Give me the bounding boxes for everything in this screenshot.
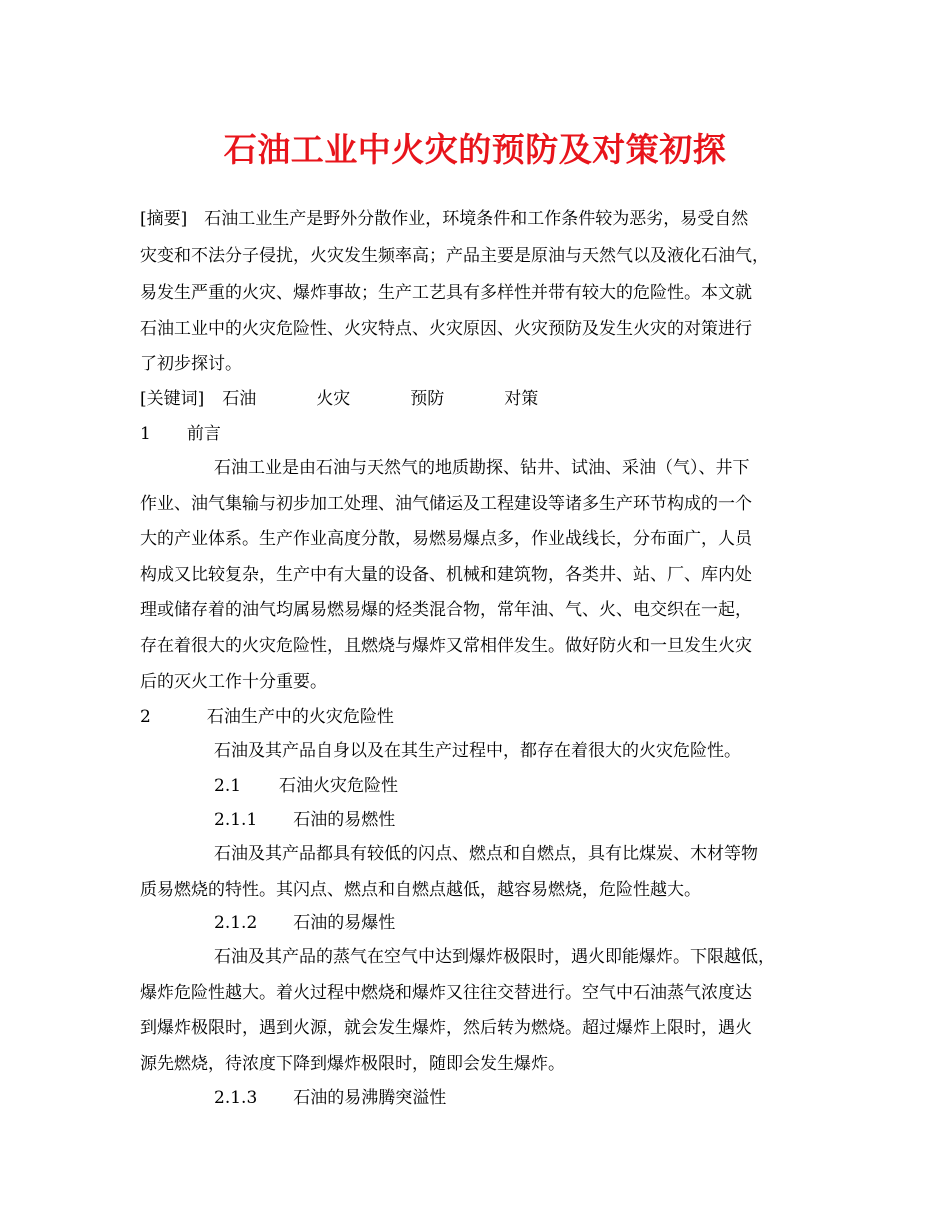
subsection-number: 2.1: [214, 776, 242, 796]
paragraph-line: 爆炸危险性越大。着火过程中燃烧和爆炸又往往交替进行。空气中石油蒸气浓度达: [140, 983, 752, 1003]
section-title: 前言: [186, 424, 221, 444]
abstract-line: [摘要] 石油工业生产是野外分散作业，环境条件和工作条件较为恶劣，易受自然: [140, 209, 749, 229]
keyword-item: 对策: [504, 389, 539, 409]
subsection-number: 2.1.1: [214, 810, 258, 830]
paragraph-line: 后的灭火工作十分重要。: [140, 672, 327, 692]
paragraph-line: 石油及其产品自身以及在其生产过程中，都存在着很大的火灾危险性。: [214, 741, 741, 761]
paragraph-line: 质易燃烧的特性。其闪点、燃点和自燃点越低，越容易燃烧，危险性越大。: [140, 880, 701, 900]
paragraph-line: 到爆炸极限时，遇到火源，就会发生爆炸，然后转为燃烧。超过爆炸上限时，遇火: [140, 1018, 752, 1038]
subsection-heading: [214, 1086, 446, 1110]
paragraph-line: 源先燃烧，待浓度下降到爆炸极限时，随即会发生爆炸。: [140, 1054, 565, 1074]
section-title: 石油生产中的火灾危险性: [206, 707, 394, 727]
paragraph-line: 作业、油气集输与初步加工处理、油气储运及工程建设等诸多生产环节构成的一个: [140, 494, 752, 514]
paragraph-line: 大的产业体系。生产作业高度分散，易燃易爆点多，作业战线长，分布面广，人员: [140, 529, 752, 549]
keyword-item: 火灾: [316, 389, 351, 409]
abstract-line: 石油工业中的火灾危险性、火灾特点、火灾原因、火灾预防及发生火灾的对策进行: [140, 319, 752, 339]
subsection-heading: [214, 911, 395, 935]
abstract-line: 灾变和不法分子侵扰，火灾发生频率高；产品主要是原油与天然气以及液化石油气，: [140, 246, 769, 266]
paragraph-line: 石油及其产品都具有较低的闪点、燃点和自燃点，具有比煤炭、木材等物: [214, 844, 758, 864]
section-number: 2: [140, 707, 151, 727]
keyword-item: 石油: [222, 389, 257, 409]
keywords-label: [关键词]: [140, 389, 205, 409]
subsection-heading: [214, 808, 395, 832]
abstract-line: 易发生严重的火灾、爆炸事故；生产工艺具有多样性并带有较大的危险性。本文就: [140, 283, 752, 303]
subsection-title: 石油的易沸腾突溢性: [293, 1088, 447, 1108]
document-title: 石油工业中火灾的预防及对策初探: [223, 130, 727, 169]
section-heading: [140, 422, 221, 446]
subsection-number: 2.1.2: [214, 913, 258, 933]
paragraph-line: 石油工业是由石油与天然气的地质勘探、钻井、试油、采油（气）、井下: [214, 458, 750, 478]
section-number: 1: [140, 424, 151, 444]
section-heading: [140, 705, 394, 729]
subsection-number: 2.1.3: [214, 1088, 258, 1108]
paragraph-line: 存在着很大的火灾危险性，且燃烧与爆炸又常相伴发生。做好防火和一旦发生火灾: [140, 636, 752, 656]
subsection-title: 石油的易燃性: [293, 810, 396, 830]
subsection-heading: [214, 774, 398, 798]
abstract-line: 了初步探讨。: [140, 354, 242, 374]
paragraph-line: 石油及其产品的蒸气在空气中达到爆炸极限时，遇火即能爆炸。下限越低，: [214, 947, 775, 967]
subsection-title: 石油火灾危险性: [279, 776, 399, 796]
keyword-item: 预防: [410, 389, 445, 409]
keywords-row: [140, 387, 538, 411]
subsection-title: 石油的易爆性: [293, 913, 396, 933]
paragraph-line: 理或储存着的油气均属易燃易爆的烃类混合物，常年油、气、火、电交织在一起，: [140, 600, 752, 620]
paragraph-line: 构成又比较复杂，生产中有大量的设备、机械和建筑物，各类井、站、厂、库内处: [140, 565, 752, 585]
